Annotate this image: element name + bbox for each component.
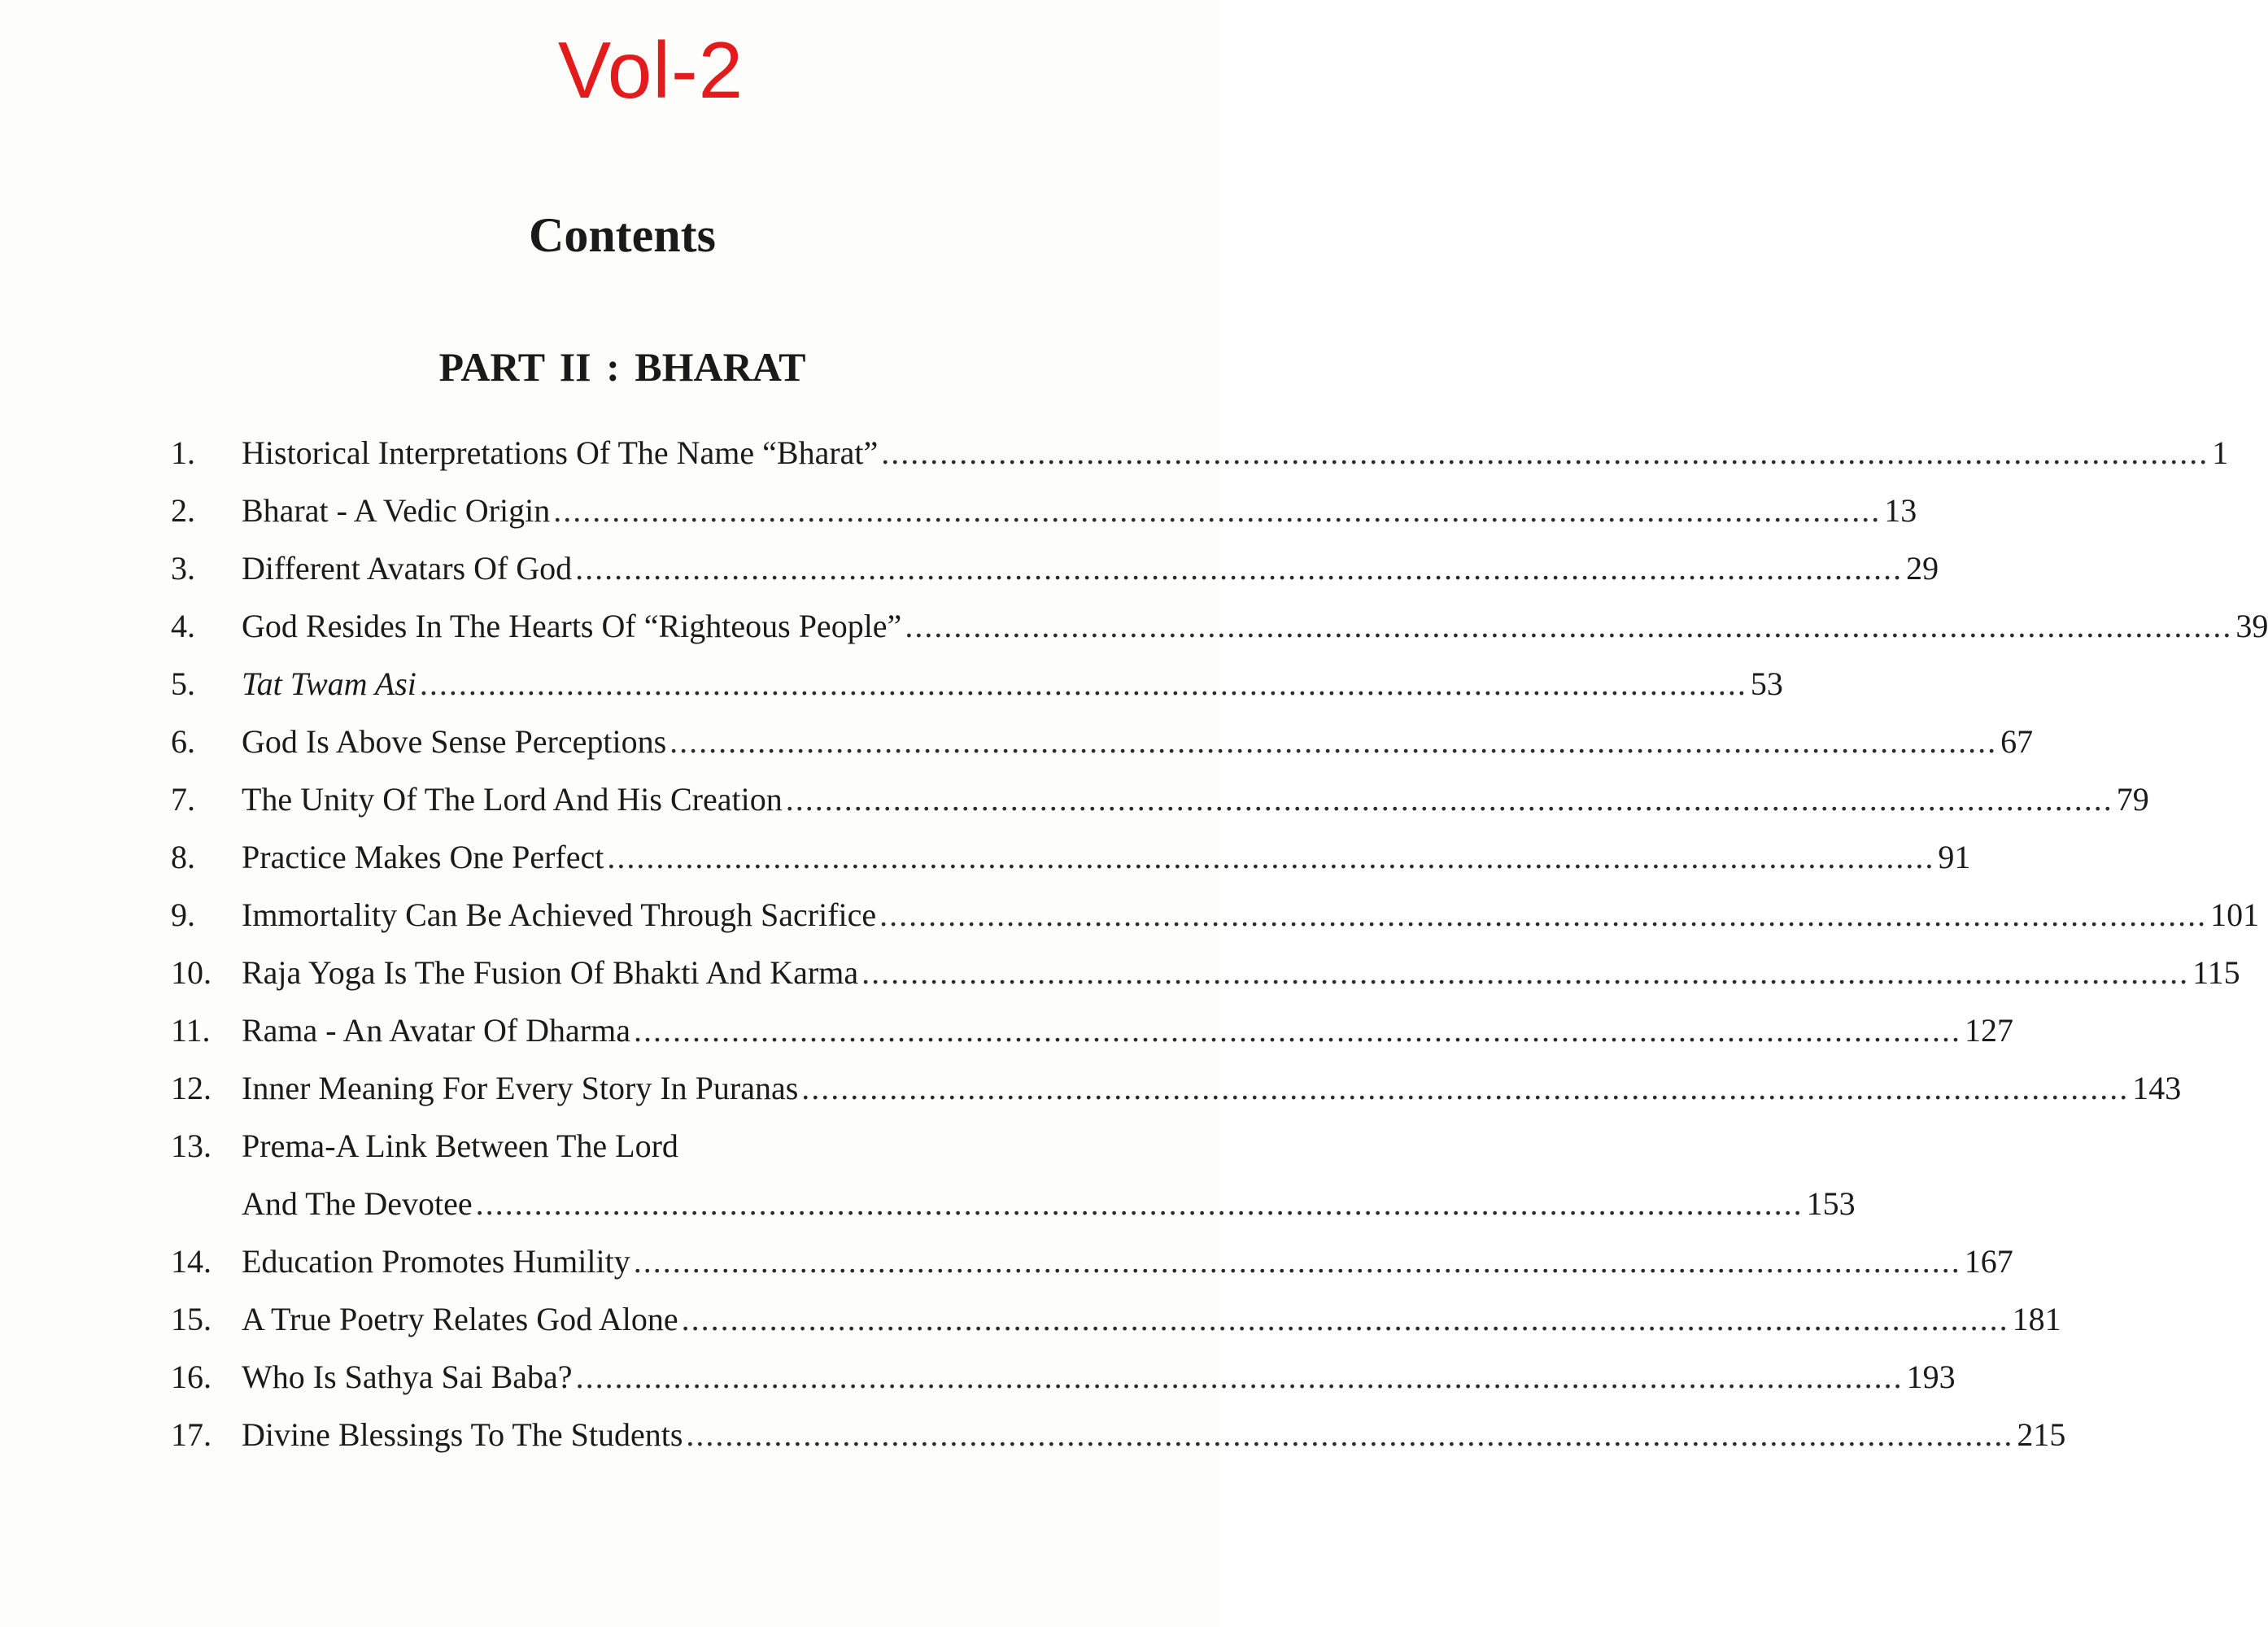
- toc-entry: [171, 1117, 1066, 1175]
- toc-entry-title: Tat Twam Asi: [242, 665, 417, 702]
- toc-entry-title: Bharat - A Vedic Origin: [242, 492, 551, 529]
- toc-entry-page-number: 39: [2235, 608, 2268, 644]
- toc-entry-page-number: 53: [1750, 665, 1783, 702]
- toc-entry-page-number: 67: [2000, 723, 2034, 760]
- toc-entry-title: Different Avatars Of God: [242, 550, 573, 587]
- toc-entry-page-number: 215: [2017, 1416, 2066, 1453]
- toc-entry-number: 7.: [171, 781, 195, 818]
- toc-entry-title: Inner Meaning For Every Story In Puranas: [242, 1070, 799, 1106]
- toc-entry-number: 4.: [171, 608, 195, 644]
- toc-dot-leader: [575, 539, 1903, 597]
- toc-entry: [171, 597, 2268, 655]
- toc-entry: [171, 770, 2149, 828]
- toc-dot-leader: [786, 770, 2113, 828]
- toc-entry-page-number: 13: [1884, 492, 1917, 529]
- toc-entry-number: 16.: [171, 1359, 212, 1395]
- part-heading: PART II : BHARAT: [438, 344, 806, 390]
- toc-entry: [171, 886, 2260, 944]
- toc-entry-page-number: 101: [2210, 896, 2260, 933]
- toc-entry-title: And The Devotee: [242, 1185, 473, 1222]
- toc-dot-leader: [686, 1406, 2013, 1463]
- toc-entry: [171, 944, 2240, 1001]
- toc-entry-title: Immortality Can Be Achieved Through Sacrifice: [242, 896, 877, 933]
- toc-entry-title: God Resides In The Hearts Of “Righteous People”: [242, 608, 902, 644]
- toc-entry-page-number: 29: [1906, 550, 1939, 587]
- toc-entry-title: God Is Above Sense Perceptions: [242, 723, 667, 760]
- toc-entry: [171, 1290, 2061, 1348]
- toc-entry-page-number: 79: [2116, 781, 2149, 818]
- toc-dot-leader: [607, 828, 1934, 886]
- toc-entry-title: Prema-A Link Between The Lord: [242, 1128, 678, 1164]
- toc-entry-number: 14.: [171, 1243, 212, 1280]
- toc-dot-leader: [682, 1290, 2009, 1348]
- toc-entry-number: 8.: [171, 839, 195, 875]
- toc-entry-number: 17.: [171, 1416, 212, 1453]
- toc-entry-title: The Unity Of The Lord And His Creation: [242, 781, 783, 818]
- toc-entry: [171, 1406, 2066, 1463]
- toc-entry-number: 11.: [171, 1012, 211, 1049]
- toc-entry: [171, 713, 2034, 770]
- toc-entry-page-number: 115: [2192, 954, 2240, 991]
- toc-dot-leader: [420, 655, 1747, 713]
- toc-entry-page-number: 153: [1806, 1185, 1856, 1222]
- toc-dot-leader: [881, 424, 2209, 482]
- toc-entry-page-number: 91: [1938, 839, 1971, 875]
- toc-entry: [171, 828, 1971, 886]
- toc-entry-page-number: 181: [2012, 1301, 2061, 1337]
- toc-dot-leader: [669, 713, 1997, 770]
- toc-dot-leader: [879, 886, 2207, 944]
- toc-entry-page-number: 193: [1906, 1359, 1956, 1395]
- toc-dot-leader: [576, 1348, 1904, 1406]
- toc-dot-leader: [861, 944, 2189, 1001]
- toc-dot-leader: [634, 1232, 1961, 1290]
- table-of-contents: [171, 424, 2268, 1463]
- toc-dot-leader: [476, 1175, 1803, 1232]
- contents-heading: Contents: [528, 208, 716, 262]
- toc-entry-title: Who Is Sathya Sai Baba?: [242, 1359, 573, 1395]
- toc-entry-title: Practice Makes One Perfect: [242, 839, 604, 875]
- toc-entry-number: 9.: [171, 896, 195, 933]
- toc-entry: [171, 1348, 1956, 1406]
- toc-entry-title: Education Promotes Humility: [242, 1243, 630, 1280]
- toc-entry-number: 6.: [171, 723, 195, 760]
- toc-entry-title: Divine Blessings To The Students: [242, 1416, 683, 1453]
- toc-dot-leader: [801, 1059, 2129, 1117]
- toc-entry: [171, 482, 1917, 539]
- toc-dot-leader: [905, 597, 2232, 655]
- toc-entry-number: 15.: [171, 1301, 212, 1337]
- toc-entry-number: 3.: [171, 550, 195, 587]
- toc-dot-leader: [553, 482, 1881, 539]
- toc-entry-title: A True Poetry Relates God Alone: [242, 1301, 678, 1337]
- toc-entry-number: 5.: [171, 665, 195, 702]
- toc-entry: [171, 424, 2229, 482]
- toc-entry: [171, 539, 1939, 597]
- toc-entry: [171, 1175, 1856, 1232]
- toc-entry-page-number: 167: [1964, 1243, 2013, 1280]
- toc-entry: [171, 655, 1783, 713]
- toc-entry-number: 13.: [171, 1128, 212, 1164]
- toc-entry-title: Raja Yoga Is The Fusion Of Bhakti And Karma: [242, 954, 859, 991]
- toc-entry-number: 10.: [171, 954, 212, 991]
- toc-entry-title: Rama - An Avatar Of Dharma: [242, 1012, 630, 1049]
- toc-dot-leader: [634, 1001, 1961, 1059]
- toc-entry: [171, 1001, 2013, 1059]
- toc-entry-number: 2.: [171, 492, 195, 529]
- toc-entry-title: Historical Interpretations Of The Name “Bharat”: [242, 434, 879, 471]
- toc-entry-page-number: 143: [2132, 1070, 2182, 1106]
- toc-entry: [171, 1232, 2013, 1290]
- toc-entry-number: 12.: [171, 1070, 212, 1106]
- volume-label: Vol-2: [557, 25, 744, 115]
- toc-entry-page-number: 127: [1965, 1012, 2013, 1049]
- toc-entry-number: 1.: [171, 434, 195, 471]
- toc-entry-page-number: 1: [2212, 434, 2229, 471]
- toc-entry: [171, 1059, 2182, 1117]
